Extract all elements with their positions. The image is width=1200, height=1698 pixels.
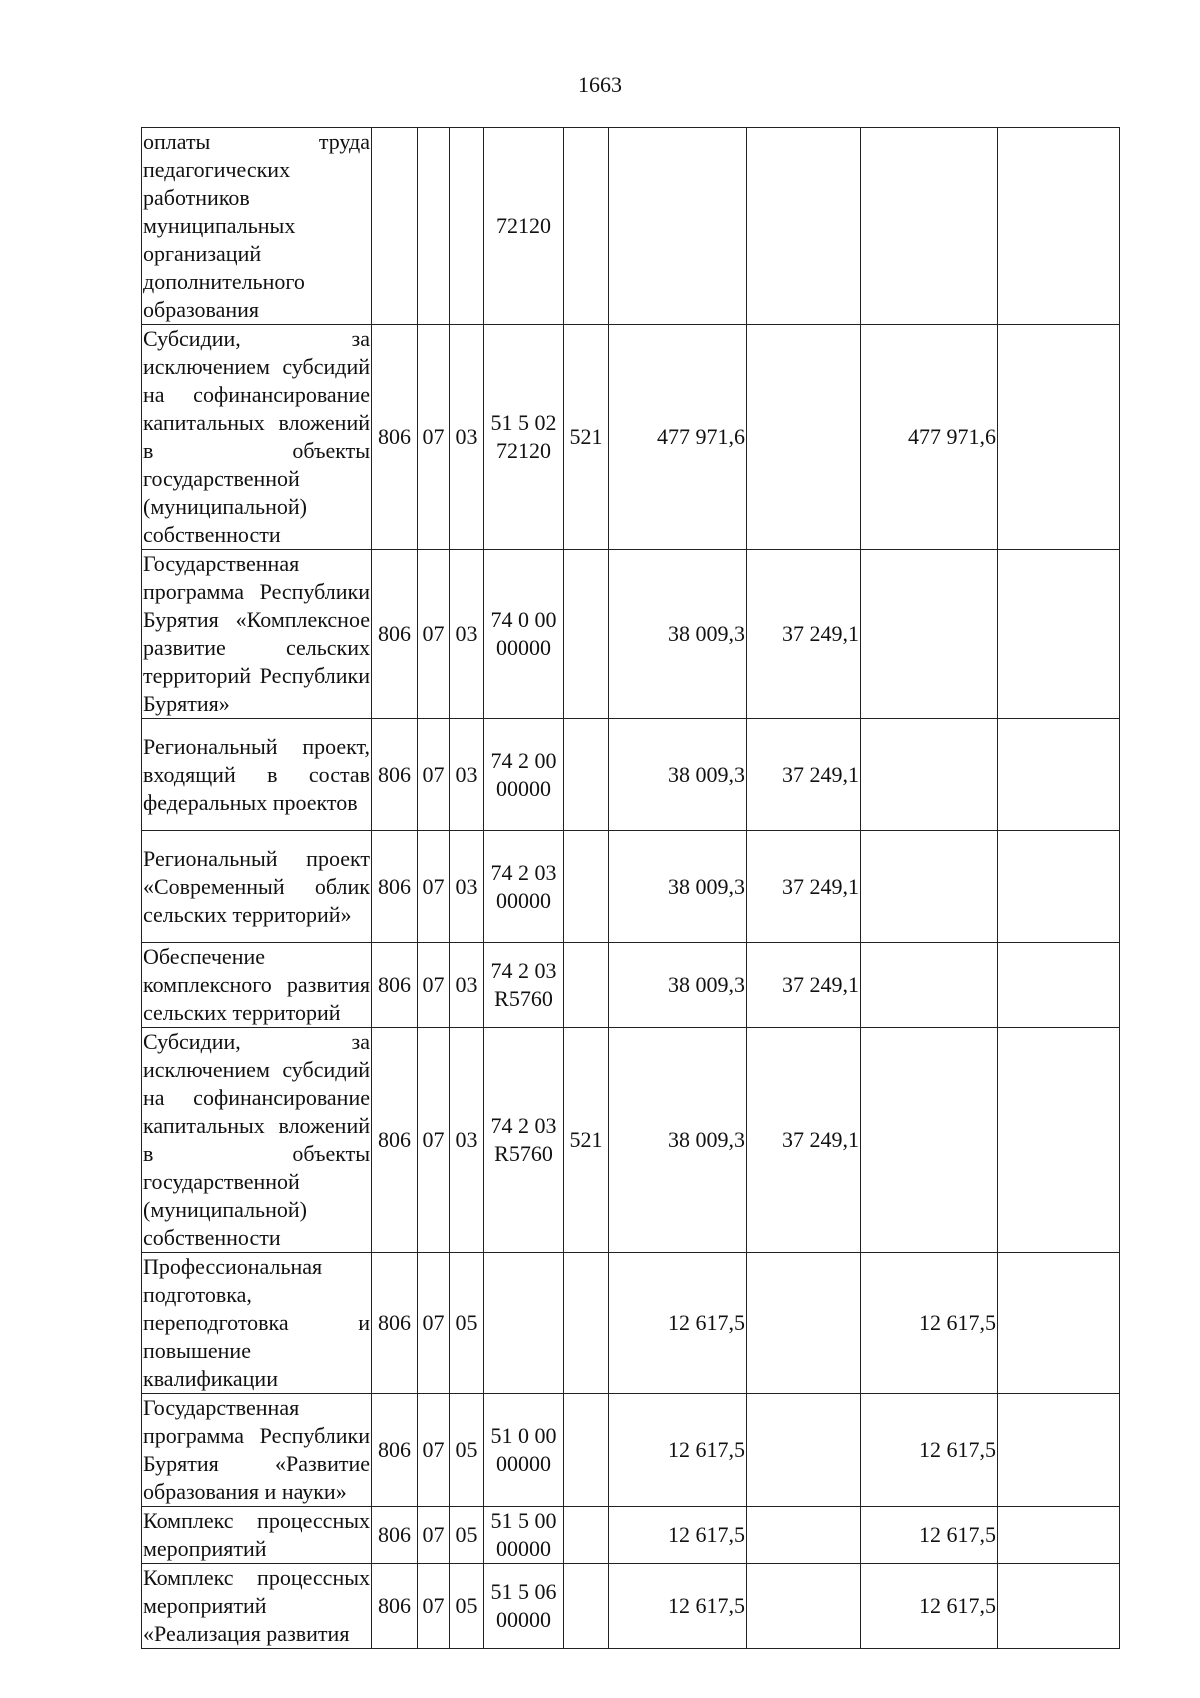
row-name-cell: оплаты труда педагогических работников муниципальных организаций дополнительного образования: [142, 128, 372, 325]
table-row: [142, 325, 1120, 550]
table-row: [142, 1507, 1120, 1564]
row-name-cell: Комплекс процессных мероприятий «Реализация развития: [142, 1564, 372, 1649]
target-article-cell: [484, 1253, 564, 1394]
subsection-code-cell: 05: [450, 1253, 484, 1394]
amount-col4-cell: [998, 325, 1120, 550]
table-row: [142, 1394, 1120, 1507]
amount-col4-cell: [998, 719, 1120, 831]
target-article-line1: 74 2 00: [490, 747, 557, 773]
ministry-code-cell: 806: [372, 550, 418, 719]
target-article-cell: [484, 1564, 564, 1649]
subsection-code-cell: 05: [450, 1507, 484, 1564]
subsection-code-cell: 03: [450, 943, 484, 1028]
table-row: [142, 1253, 1120, 1394]
target-article-line1: 74 2 03: [490, 958, 557, 983]
sum-cell: 38 009,3: [609, 550, 747, 719]
sum-cell: 38 009,3: [609, 1028, 747, 1253]
target-article-cell: [484, 1507, 564, 1564]
subsection-code-cell: 03: [450, 719, 484, 831]
amount-col2-cell: [747, 1507, 861, 1564]
amount-col2-cell: 37 249,1: [747, 1028, 861, 1253]
expense-type-cell: 521: [564, 325, 609, 550]
subsection-code-cell: 03: [450, 325, 484, 550]
amount-col3-cell: 477 971,6: [861, 325, 998, 550]
ministry-code-cell: 806: [372, 1564, 418, 1649]
section-code-cell: 07: [418, 1564, 450, 1649]
sum-cell: [609, 128, 747, 325]
subsection-code-cell: 03: [450, 831, 484, 943]
table-row: [142, 943, 1120, 1028]
row-name-cell: Государственная программа Республики Бурятия «Комплексное развитие сельских территорий Республики Бурятия»: [142, 550, 372, 719]
section-code-cell: 07: [418, 943, 450, 1028]
expense-type-cell: [564, 1253, 609, 1394]
section-code-cell: 07: [418, 550, 450, 719]
target-article-line2: 00000: [496, 1607, 551, 1632]
target-article-line2: 00000: [496, 1451, 551, 1476]
sum-cell: 38 009,3: [609, 943, 747, 1028]
amount-col2-cell: 37 249,1: [747, 943, 861, 1028]
table-row: [142, 1028, 1120, 1253]
target-article-line2: R5760: [494, 986, 553, 1011]
section-code-cell: 07: [418, 719, 450, 831]
row-name-cell: Региональный проект «Современный облик сельских территорий»: [142, 831, 372, 943]
sum-cell: 12 617,5: [609, 1507, 747, 1564]
target-article-line2: 00000: [496, 635, 551, 660]
row-name-cell: Региональный проект, входящий в состав федеральных проектов: [142, 719, 372, 831]
target-article-line1: 74 2 03: [490, 859, 557, 885]
table-row: [142, 1564, 1120, 1649]
section-code-cell: 07: [418, 1028, 450, 1253]
target-article-cell: [484, 719, 564, 831]
ministry-code-cell: 806: [372, 325, 418, 550]
subsection-code-cell: 05: [450, 1394, 484, 1507]
expense-type-cell: [564, 550, 609, 719]
amount-col3-cell: 12 617,5: [861, 1253, 998, 1394]
page-number: 1663: [578, 72, 622, 97]
sum-cell: 38 009,3: [609, 831, 747, 943]
subsection-code-cell: 03: [450, 550, 484, 719]
target-article-line2: 00000: [496, 1536, 551, 1561]
table-row: [142, 128, 1120, 325]
expense-type-cell: [564, 128, 609, 325]
ministry-code-cell: [372, 128, 418, 325]
table-body: [142, 128, 1120, 1649]
row-name-cell: Профессиональная подготовка, переподготовка и повышение квалификации: [142, 1253, 372, 1394]
amount-col4-cell: [998, 1394, 1120, 1507]
amount-col3-cell: [861, 550, 998, 719]
expense-type-cell: 521: [564, 1028, 609, 1253]
amount-col4-cell: [998, 831, 1120, 943]
target-article-line1: 74 0 00: [490, 607, 557, 632]
sum-cell: 12 617,5: [609, 1564, 747, 1649]
row-name-cell: Государственная программа Республики Бурятия «Развитие образования и науки»: [142, 1394, 372, 1507]
target-article-cell: [484, 1394, 564, 1507]
ministry-code-cell: 806: [372, 1394, 418, 1507]
target-article-line1: 51 5 06: [490, 1579, 557, 1604]
amount-col2-cell: 37 249,1: [747, 719, 861, 831]
target-article-line1: 51 5 00: [490, 1508, 557, 1533]
target-article-line2: R5760: [494, 1141, 553, 1166]
ministry-code-cell: 806: [372, 831, 418, 943]
expense-type-cell: [564, 1564, 609, 1649]
subsection-code-cell: [450, 128, 484, 325]
amount-col4-cell: [998, 1028, 1120, 1253]
row-name-cell: Комплекс процессных мероприятий: [142, 1507, 372, 1564]
target-article-cell: [484, 1028, 564, 1253]
amount-col2-cell: [747, 1564, 861, 1649]
table-row: [142, 831, 1120, 943]
expense-type-cell: [564, 1507, 609, 1564]
target-article-line1: 51 0 00: [490, 1423, 557, 1448]
amount-col4-cell: [998, 1564, 1120, 1649]
amount-col2-cell: [747, 1394, 861, 1507]
amount-col3-cell: [861, 831, 998, 943]
amount-col4-cell: [998, 943, 1120, 1028]
amount-col3-cell: [861, 128, 998, 325]
sum-cell: 12 617,5: [609, 1394, 747, 1507]
row-name-cell: Обеспечение комплексного развития сельских территорий: [142, 943, 372, 1028]
amount-col4-cell: [998, 128, 1120, 325]
amount-col2-cell: [747, 1253, 861, 1394]
target-article-cell: [484, 325, 564, 550]
amount-col2-cell: [747, 325, 861, 550]
expense-type-cell: [564, 831, 609, 943]
amount-col2-cell: [747, 128, 861, 325]
section-code-cell: [418, 128, 450, 325]
ministry-code-cell: 806: [372, 943, 418, 1028]
amount-col2-cell: 37 249,1: [747, 831, 861, 943]
amount-col4-cell: [998, 550, 1120, 719]
section-code-cell: 07: [418, 325, 450, 550]
amount-col3-cell: 12 617,5: [861, 1564, 998, 1649]
row-name-cell: Субсидии, за исключением субсидий на софинансирование капитальных вложений в объекты государственной (муниципальной) собственности: [142, 325, 372, 550]
amount-col4-cell: [998, 1253, 1120, 1394]
amount-col3-cell: 12 617,5: [861, 1394, 998, 1507]
amount-col3-cell: [861, 943, 998, 1028]
target-article-line1: 51 5 02: [490, 410, 557, 435]
ministry-code-cell: 806: [372, 1253, 418, 1394]
target-article-line2: 00000: [496, 887, 551, 913]
table-row: [142, 719, 1120, 831]
section-code-cell: 07: [418, 1253, 450, 1394]
section-code-cell: 07: [418, 1507, 450, 1564]
subsection-code-cell: 05: [450, 1564, 484, 1649]
target-article-cell: [484, 943, 564, 1028]
amount-col3-cell: [861, 719, 998, 831]
amount-col4-cell: [998, 1507, 1120, 1564]
section-code-cell: 07: [418, 831, 450, 943]
expense-type-cell: [564, 943, 609, 1028]
ministry-code-cell: 806: [372, 719, 418, 831]
sum-cell: 477 971,6: [609, 325, 747, 550]
sum-cell: 38 009,3: [609, 719, 747, 831]
section-code-cell: 07: [418, 1394, 450, 1507]
target-article-line1: 72120: [496, 213, 551, 238]
table-row: [142, 550, 1120, 719]
target-article-line1: 74 2 03: [490, 1113, 557, 1138]
expense-type-cell: [564, 719, 609, 831]
amount-col2-cell: 37 249,1: [747, 550, 861, 719]
target-article-cell: [484, 128, 564, 325]
target-article-cell: [484, 831, 564, 943]
amount-col3-cell: [861, 1028, 998, 1253]
subsection-code-cell: 03: [450, 1028, 484, 1253]
ministry-code-cell: 806: [372, 1028, 418, 1253]
ministry-code-cell: 806: [372, 1507, 418, 1564]
amount-col3-cell: 12 617,5: [861, 1507, 998, 1564]
row-name-cell: Субсидии, за исключением субсидий на софинансирование капитальных вложений в объекты государственной (муниципальной) собственности: [142, 1028, 372, 1253]
expense-type-cell: [564, 1394, 609, 1507]
target-article-cell: [484, 550, 564, 719]
sum-cell: 12 617,5: [609, 1253, 747, 1394]
target-article-line2: 72120: [496, 438, 551, 463]
budget-table: [141, 127, 1120, 1649]
target-article-line2: 00000: [496, 775, 551, 801]
